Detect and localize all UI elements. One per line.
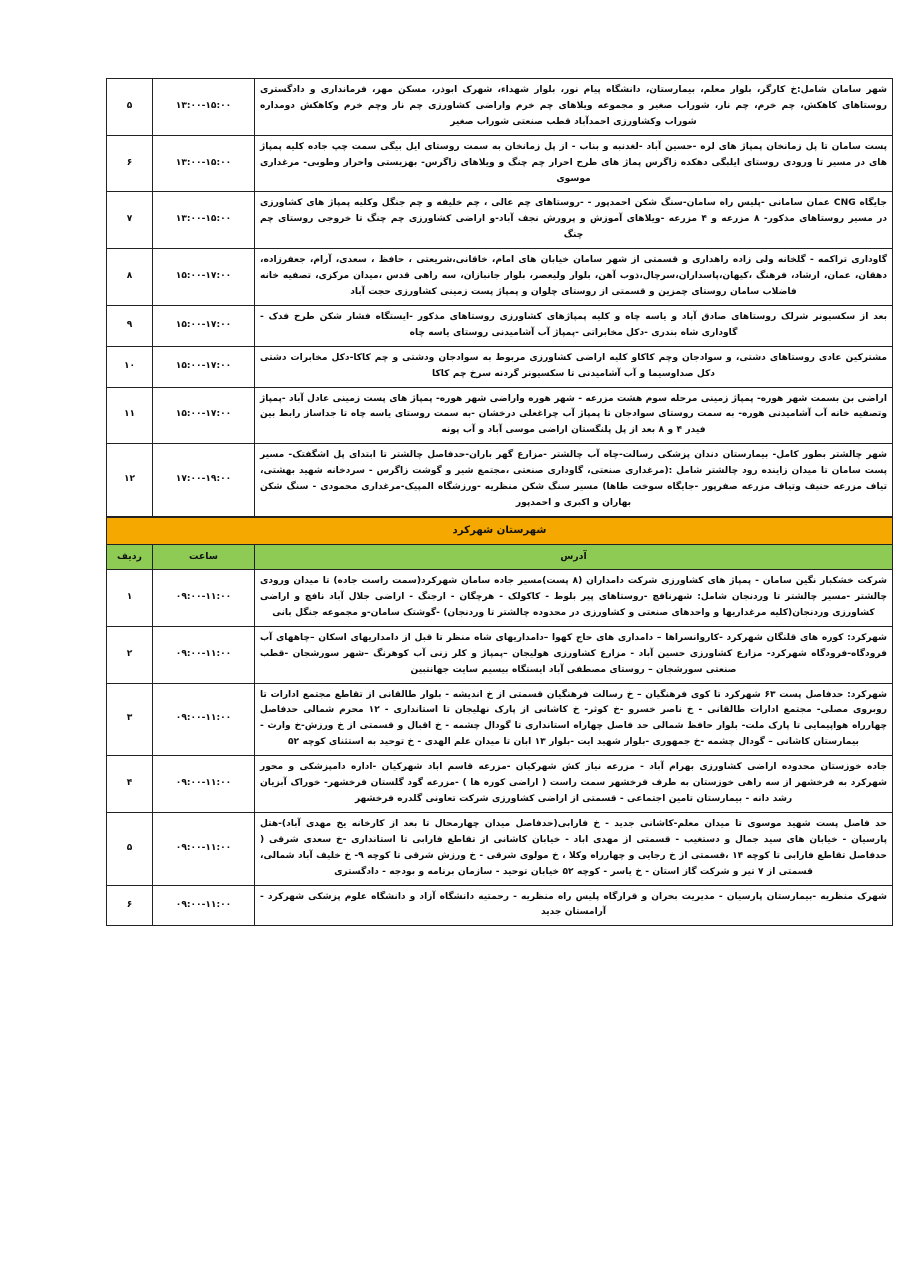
- row-index-cell: ۴: [106, 756, 152, 813]
- table-row: [107, 387, 893, 444]
- address-cell: شهر چالشتر بطور کامل- بیمارستان دندان پزشکی رسالت-چاه آب چالشتر -مزارع گهر باران-حدفاصل چالشتر تا ابتدای پل اشگفتک- مسیر پست سامان تا میدان زاینده رود چالشتر شامل :(مرغداری صنعتی، گاوداری صنعتی ،مجتمع شیر و گوشت زاگرس - سردخانه شهید بهشتی، تیاف مزرعه حنیف وتیاف مزرعه صفرپور -جایگاه سوخت طاها) مسیر سنگ شکن منظریه -ورزشگاه المپیک-مرغداری محمودی - سنگ شکن بهاران و اکبری و احمدپور: [255, 444, 893, 517]
- column-header-time: ساعت: [153, 544, 255, 569]
- row-index-cell: ۵: [106, 812, 152, 885]
- address-cell: حد فاصل پست شهید موسوی تا میدان معلم-کاشانی جدید - خ فارابی(حدفاصل میدان چهارمحال تا بعد از کارخانه یخ مهدی آباد)-هتل پارسیان - خیابان های سید جمال و دستغیب - قسمتی از مهدی اباد - خیابان کاشانی از تقاطع فارابی تا استانداری -خ سعدی شرقی ( حدفاصل تقاطع فارابی تا کوچه ۱۴ ،قسمتی از خ رجایی و چهارراه وکلا ، خ مولوی شرقی - خ ورزش شرقی تا کوچه ۹- خ خلیف آباد شمالی، قسمتی از ۷ تیر و شرکت گاز استان - خ یاسر - کوچه ۵۲ خیابان توحید - سازمان برنامه و بودجه - دادگستری: [255, 812, 893, 885]
- row-index-cell: ۲: [106, 626, 152, 683]
- table-row: [107, 79, 893, 136]
- table-row: [106, 683, 892, 756]
- time-cell: ۰۹:۰۰-۱۱:۰۰: [153, 683, 255, 756]
- table-two-body: [106, 517, 892, 926]
- address-cell: شهرک منظریه -بیمارستان پارسیان - مدیریت بحران و قرارگاه پلیس راه منظریه - رحمتیه دانشگاه آزاد و دانشگاه علوم پزشکی شهرکرد - آرامستان جدید: [255, 885, 893, 926]
- time-cell: ۱۳:۰۰-۱۵:۰۰: [153, 79, 255, 136]
- address-cell: جایگاه CNG عمان سامانی -پلیس راه سامان-سنگ شکن احمدپور - -روستاهای چم عالی ، چم خلیفه و چم جنگل وکلیه پمپاژ های کشاورزی در مسیر روستاهای مذکور- ۸ مزرعه و ۴ مزرعه -ویلاهای آموزش و پرورش نجف آباد-و اراضی کشاورزی چم چنگ تا خروجی روستای چم چنگ: [255, 192, 893, 249]
- time-cell: ۱۵:۰۰-۱۷:۰۰: [153, 305, 255, 346]
- address-cell: اراضی بن بسمت شهر هوره- پمپاژ زمینی مرحله سوم هشت مزرعه - شهر هوره واراضی شهر هوره- پمپاژ های پست زمینی عادل آباد -پمپاژ وتصفیه خانه آب آشامیدنی هوره- به سمت روستای سوادجان تا پمپاژ آب چراغعلی درخشان -به سمت روستای یاسه چاه تا جداساز رابط بین فیدر ۴ و ۸ بعد از پل پلنگستان اراضی موسی آباد و آب پونه: [255, 387, 893, 444]
- time-cell: ۱۳:۰۰-۱۵:۰۰: [153, 192, 255, 249]
- address-cell: شهرکرد: کوره های قلنگان شهرکرد -کاروانسراها – دامداری های حاج کهوا –دامداریهای شاه منظر تا قبل از دامداریهای اسکان –چاههای آب فرودگاه-فرودگاه شهرکرد- مزارع کشاورزی حسین آباد - مزارع کشاورزی هولیجان –پمپاژ و کلر زنی آب کوهرنگ –شهر سورشجان -قطب صنعتی سورشجان – روستای مصطفی آباد ایستگاه بیسیم سایت جهانتبین: [255, 626, 893, 683]
- time-cell: ۰۹:۰۰-۱۱:۰۰: [153, 626, 255, 683]
- table-row: [107, 192, 893, 249]
- table-row: [107, 249, 893, 306]
- address-cell: شرکت خشکبار نگین سامان - پمپاژ های کشاورزی شرکت دامداران (۸ پست)مسیر جاده سامان شهرکرد(سمت راست جاده) تا میدان ورودی چالشتر -مسیر چالشتر تا وردنجان شامل: شهرنافچ -روستاهای پیر بلوط - کاکولک - هرچگان - ارجنگ - اراضی جلال آباد نافچ و اراضی کشاورزی وردنجان(کلیه مرغداریها و واحدهای صنعتی و کشاورزی در محدوده چالشتر تا وردنجان) -گوشتک سامان-و مجموعه جنگل بانی: [255, 570, 893, 627]
- column-header-address: آدرس: [255, 544, 893, 569]
- table-row: [107, 444, 893, 517]
- time-cell: ۰۹:۰۰-۱۱:۰۰: [153, 885, 255, 926]
- column-header-index: ردیف: [106, 544, 152, 569]
- row-index-cell: ۹: [107, 305, 153, 346]
- table-row: [106, 570, 892, 627]
- row-index-cell: ۱: [106, 570, 152, 627]
- table-row: [106, 885, 892, 926]
- outage-schedule-table-two: [106, 517, 893, 927]
- time-cell: ۰۹:۰۰-۱۱:۰۰: [153, 756, 255, 813]
- row-index-cell: ۷: [107, 192, 153, 249]
- time-cell: ۱۵:۰۰-۱۷:۰۰: [153, 387, 255, 444]
- time-cell: ۱۳:۰۰-۱۵:۰۰: [153, 135, 255, 192]
- column-header-row: [106, 544, 892, 569]
- table-row: [106, 756, 892, 813]
- address-cell: جاده خوزستان محدوده اراضی کشاورزی بهرام آباد - مزرعه نیاز کش شهرکیان -مزرعه قاسم اباد شهرکیان -اداره دامپزشکی و محور شهرکرد به فرخشهر از سه راهی خوزستان به طرف فرخشهر سمت راست ( اراضی کوره ها ) -مزرعه گود گلستان فرخشهر- خوراک آبزیان رشد دانه - بیمارستان تامین اجتماعی - قسمتی از اراضی کشاورزی شرکت تعاونی گلدره فرخشهر: [255, 756, 893, 813]
- row-index-cell: ۶: [106, 885, 152, 926]
- table-row: [107, 135, 893, 192]
- time-cell: ۱۷:۰۰-۱۹:۰۰: [153, 444, 255, 517]
- table-row: [106, 626, 892, 683]
- row-index-cell: ۱۲: [107, 444, 153, 517]
- table-row: [107, 305, 893, 346]
- table-row: [106, 812, 892, 885]
- row-index-cell: ۱۱: [107, 387, 153, 444]
- address-cell: شهر سامان شامل:خ کارگر، بلوار معلم، بیمارستان، دانشگاه پیام نور، بلوار شهداء، شهرک ابوذر، مسکن مهر، فرمانداری و دادگستری روستاهای کاهکش، چم خرم، چم نار، شوراب صغیر و مجموعه ویلاهای چم خرم واراضی کشاورزی چم نار وچم خرم وکاهکش دومداره شوراب وکشاورزی احمدآباد قطب صنعتی شوراب صغیر: [255, 79, 893, 136]
- time-cell: ۱۵:۰۰-۱۷:۰۰: [153, 249, 255, 306]
- outage-schedule-table-one: [106, 78, 893, 517]
- time-cell: ۱۵:۰۰-۱۷:۰۰: [153, 346, 255, 387]
- time-cell: ۰۹:۰۰-۱۱:۰۰: [153, 570, 255, 627]
- address-cell: شهرکرد: حدفاصل پست ۶۳ شهرکرد تا کوی فرهنگیان – خ رسالت فرهنگیان قسمتی از خ اندیشه - بلوار طالقانی از تقاطع مجتمع ادارات تا روبروی مصلی- مجتمع ادارات طالقانی - خ ناصر خسرو -خ کوثر- خ کاشانی از پارک نهلیجان تا استانداری - ۱۲ محرم شمالی حدفاصل چهارراه هواپیمایی تا پارک ملت- بلوار حافظ شمالی حد فاصل چهاراه استانداری تا گودال چشمه - خ اقبال و قسمتی از خ ورزش-خ وارث - بیمارستان کاشانی – گودال چشمه -خ جمهوری -بلوار شهید ایت -بلوار ۱۳ ابان تا میدان علم الهدی - خ توحید به استثنای کوچه ۵۲: [255, 683, 893, 756]
- region-band-row: [106, 517, 892, 544]
- row-index-cell: ۱۰: [107, 346, 153, 387]
- address-cell: گاوداری تراکمه - گلخانه ولی زاده راهداری و قسمتی از شهر سامان خیابان های امام، خاقانی،شریعتی ، حافظ ، سعدی، آرام، جعفرزاده، دهقان، عمان، ارشاد، فرهنگ ،کیهان،پاسداران،سرچال،ذوب آهن، بلوار ولیعصر، بلوار جانبازان، سه راهی قدس ،میدان مرکزی، تصفیه خانه فاضلاب سامان روستای چمزین و قسمتی از روستای چلوان و پمپاژ پست زمینی کشاورزی حجت آباد: [255, 249, 893, 306]
- time-cell: ۰۹:۰۰-۱۱:۰۰: [153, 812, 255, 885]
- address-cell: مشترکین عادی روستاهای دشتی، و سوادجان وچم کاکاو کلیه اراضی کشاورزی مربوط به سوادجان ودشتی و چم کاکا-دکل مخابرات دشتی دکل صداوسیما و آب آشامیدنی تا سکسیونر گردنه سرخ چم کاکا: [255, 346, 893, 387]
- row-index-cell: ۳: [106, 683, 152, 756]
- region-band-label: شهرستان شهرکرد: [106, 517, 892, 544]
- table-one-body: [107, 79, 893, 517]
- address-cell: پست سامان تا پل زمانخان پمپاژ های لره -حسین آباد -لغدنبه و بناب - از پل زمانخان به سمت روستای ایل بیگی سمت چپ جاده کلیه پمپاژ های در مسیر تا ورودی روستای ایلبگی دهکده زاگرس پماژ های طرح احرار چم چنگ و ویلاهای زاگرس- بهزیستی واحرار وطوبی- مرغداری موسوی: [255, 135, 893, 192]
- row-index-cell: ۸: [107, 249, 153, 306]
- row-index-cell: ۶: [107, 135, 153, 192]
- table-row: [107, 346, 893, 387]
- row-index-cell: ۵: [107, 79, 153, 136]
- address-cell: بعد از سکسیونر شرلک روستاهای صادق آباد و یاسه چاه و کلیه پمپاژهای کشاورزی روستاهای مذکور -ایستگاه فشار شکن طرح فدک - گاوداری شاه بندری -دکل مخابراتی -پمپاژ آب آشامیدنی روستای یاسه چاه: [255, 305, 893, 346]
